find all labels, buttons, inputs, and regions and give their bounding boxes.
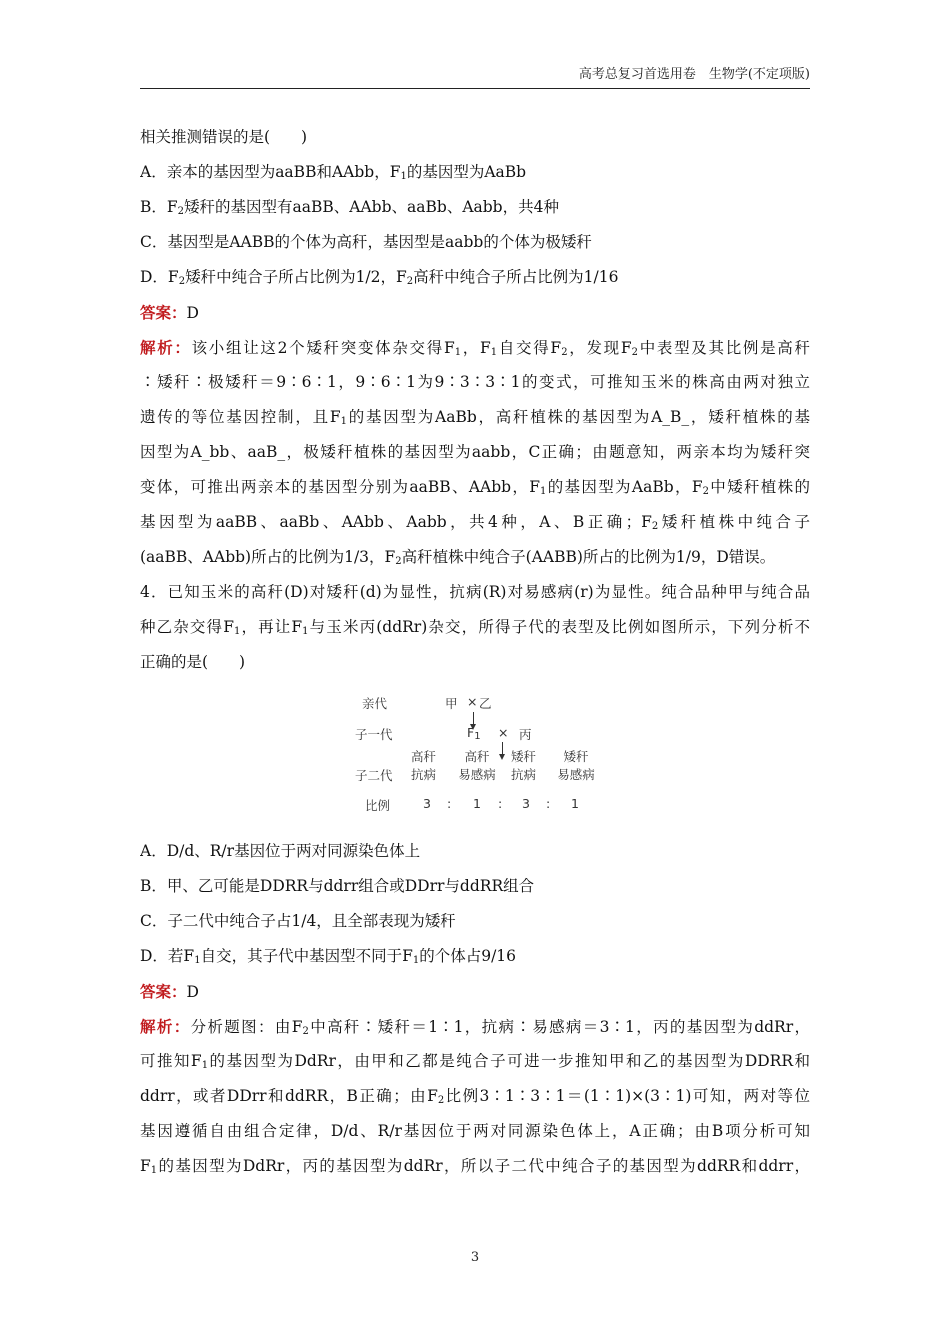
subscript-text: 2: [631, 347, 638, 358]
subscript-text: 1: [454, 347, 462, 358]
text-segment: 分析题图：由F: [190, 1018, 303, 1036]
text-segment: 相关推测错误的是( ): [140, 128, 308, 146]
subscript-text: 2: [406, 276, 414, 287]
text-segment: A．亲本的基因型为aaBB和AAbb，F: [140, 163, 401, 181]
ratio-value: 3: [522, 796, 530, 811]
text-segment: A．D/d、R/r基因位于两对同源染色体上: [140, 842, 421, 860]
q3-option-a: [140, 155, 810, 190]
parent-jia: 甲: [445, 696, 458, 711]
q3-analysis-line: [140, 540, 810, 575]
q3-stem: [140, 120, 810, 155]
cross-symbol: ×: [467, 694, 478, 709]
text-segment: 正确的是( ): [140, 653, 246, 671]
text-segment: ，发现F: [567, 339, 632, 357]
q3-analysis-line: [140, 365, 810, 400]
subscript-text: 1: [540, 486, 547, 497]
q4-stem-line: [140, 610, 810, 645]
genetic-cross-diagram: [140, 686, 810, 826]
q3-analysis-line: [140, 400, 810, 435]
text-segment: 的基因型为AaBb: [406, 163, 527, 181]
q3-analysis-line: [140, 505, 810, 540]
q4-analysis-line: [140, 1044, 810, 1079]
subscript-text: 1: [150, 1165, 158, 1176]
header-title: 高考总复习首选用卷 生物学(不定项版): [578, 67, 810, 82]
page-header: [140, 66, 810, 89]
text-segment: ，再让F: [240, 618, 303, 636]
text-segment: ，F: [461, 339, 491, 357]
phenotype-4: [554, 748, 598, 784]
diagram-text: F: [467, 725, 475, 740]
text-segment: 中高秆∶矮秆＝1∶1，抗病∶易感病＝3∶1，丙的基因型为ddRr，: [308, 1018, 810, 1036]
q4-option-c: [140, 904, 810, 939]
text-segment: B．甲、乙可能是DDRR与ddrr组合或DDrr与ddRR组合: [140, 877, 535, 895]
subscript-text: 1: [194, 955, 201, 966]
text-segment: F: [140, 1157, 151, 1175]
answer-value: D: [186, 983, 199, 1001]
q4-option-d: [140, 939, 810, 974]
diagram-text: 高秆: [464, 749, 490, 764]
arrow-down-icon: [473, 712, 474, 726]
row-label-f2: 子二代: [355, 768, 393, 783]
q4-analysis-line: [140, 1114, 810, 1149]
subscript-text: 1: [302, 626, 309, 637]
subscript-text: 1: [340, 416, 347, 427]
text-segment: 的基因型为DdRr，丙的基因型为ddRr，所以子二代中纯合子的基因型为ddRR和ddrr，: [157, 1157, 810, 1175]
row-label-parent: 亲代: [362, 696, 388, 711]
diagram-text: 易感病: [557, 767, 595, 782]
subscript-text: 1: [412, 955, 420, 966]
q3-analysis-line: [140, 330, 810, 365]
text-segment: D．F: [140, 268, 179, 286]
text-segment: 4．已知玉米的高秆(D)对矮秆(d)为显性，抗病(R)对易感病(r)为显性。纯合品种甲与纯合品: [140, 583, 810, 601]
parent-yi: 乙: [479, 696, 492, 711]
text-segment: C．基因型是AABB的个体为高秆，基因型是aabb的个体为极矮秆: [140, 233, 592, 251]
q3-option-c: [140, 225, 810, 260]
text-segment: 的基因型为DdRr，由甲和乙都是纯合子可进一步推知甲和乙的基因型为DDRR和: [208, 1052, 810, 1070]
subscript-text: 2: [561, 347, 568, 358]
diagram-text: 抗病: [511, 767, 537, 782]
text-segment: 自交得F: [497, 339, 562, 357]
cross-symbol: ×: [498, 725, 509, 740]
text-segment: 中表型及其比例是高秆: [638, 339, 810, 357]
q4-analysis-line: [140, 1149, 810, 1184]
text-segment: ddrr，或者DDrr和ddRR，B正确；由F: [140, 1087, 438, 1105]
text-segment: 自交，其子代中基因型不同于F: [200, 947, 413, 965]
text-segment: 中矮秆植株的: [708, 478, 810, 496]
subscript-text: 1: [490, 347, 498, 358]
phenotype-1: [411, 748, 436, 784]
arrow-down-icon: [502, 742, 503, 756]
answer-label: 答案：: [140, 303, 187, 322]
text-segment: 的基因型为AaBb，F: [546, 478, 703, 496]
analysis-label: 解析：: [140, 1017, 191, 1036]
ratio-colon: :: [546, 796, 551, 811]
q3-option-d: [140, 260, 810, 295]
q4-stem-line: [140, 645, 810, 680]
text-segment: 遗传的等位基因控制，且F: [140, 408, 341, 426]
q3-option-b: [140, 190, 810, 225]
q4-option-a: [140, 834, 810, 869]
q4-answer: [140, 974, 810, 1009]
text-segment: 与玉米丙(ddRr)杂交，所得子代的表型及比例如图所示，下列分析不: [308, 618, 810, 636]
analysis-label: 解析：: [140, 338, 192, 357]
q3-answer: [140, 295, 810, 330]
q4-stem-line: [140, 575, 810, 610]
text-segment: C．子二代中纯合子占1/4，且全部表现为矮秆: [140, 912, 456, 930]
q4-option-b: [140, 869, 810, 904]
row-label-ratio: 比例: [365, 798, 391, 813]
page-content: [140, 120, 810, 1184]
subscript-text: 2: [395, 556, 402, 567]
text-segment: 的基因型为AaBb，高秆植株的基因型为A_B_，矮秆植株的基: [346, 408, 810, 426]
q4-analysis-line: [140, 1079, 810, 1114]
text-segment: 该小组让这2个矮秆突变体杂交得F: [191, 339, 455, 357]
text-segment: 变体，可推出两亲本的基因型分别为aaBB、AAbb，F: [140, 478, 540, 496]
subscript-text: 2: [177, 206, 185, 217]
text-segment: ∶矮秆∶极矮秆＝9∶6∶1，9∶6∶1为9∶3∶3∶1的变式，可推知玉米的株高由两对独立: [140, 373, 810, 391]
subscript-text: 2: [651, 521, 659, 532]
text-segment: 基因型为aaBB、aaBb、AAbb、Aabb，共4种，A、B正确；F: [140, 513, 652, 531]
text-segment: (aaBB、AAbb)所占的比例为1/3，F: [140, 548, 396, 566]
answer-label: 答案：: [140, 982, 187, 1001]
text-segment: B．F: [140, 198, 178, 216]
diagram-text: 矮秆: [563, 749, 589, 764]
text-segment: 比例3∶1∶3∶1＝(1∶1)×(3∶1)可知，两对等位: [444, 1087, 810, 1105]
subscript-text: 2: [178, 276, 186, 287]
text-segment: 基因遵循自由组合定律，D/d、R/r基因位于两对同源染色体上，A正确；由B项分析可知: [140, 1122, 810, 1140]
ratio-value: 1: [473, 796, 481, 811]
ratio-value: 3: [423, 796, 431, 811]
ratio-colon: :: [498, 796, 503, 811]
subscript-text: 1: [400, 171, 407, 182]
subscript-text: 1: [201, 1060, 209, 1071]
phenotype-2: [455, 748, 499, 784]
ratio-value: 1: [571, 796, 579, 811]
subscript-text: 2: [302, 1026, 309, 1037]
text-segment: 矮秆中纯合子所占比例为1/2，F: [185, 268, 407, 286]
subscript-text: 2: [437, 1095, 445, 1106]
text-segment: 矮秆植株中纯合子: [658, 513, 810, 531]
phenotype-3: [511, 748, 536, 784]
parent-bing: 丙: [519, 727, 532, 742]
text-segment: 高秆植株中纯合子(AABB)所占的比例为1/9，D错误。: [401, 548, 776, 566]
text-segment: 高秆中纯合子所占比例为1/16: [413, 268, 619, 286]
text-segment: 种乙杂交得F: [140, 618, 234, 636]
f1-label: [467, 725, 481, 740]
page-number: 3: [470, 1250, 480, 1265]
diagram-text: 易感病: [458, 767, 496, 782]
q3-analysis-line: [140, 435, 810, 470]
subscript-text: 2: [702, 486, 709, 497]
text-segment: 的个体占9/16: [419, 947, 517, 965]
diagram-text: 矮秆: [511, 749, 537, 764]
diagram-text: 高秆: [411, 749, 437, 764]
text-segment: D．若F: [140, 947, 195, 965]
diagram-text: 1: [474, 731, 481, 742]
q4-analysis-line: [140, 1009, 810, 1044]
text-segment: 可推知F: [140, 1052, 202, 1070]
ratio-colon: :: [447, 796, 452, 811]
text-segment: 因型为A_bb、aaB_，极矮秆植株的基因型为aabb，C正确；由题意知，两亲本均为矮秆突: [140, 443, 810, 461]
text-segment: 矮秆的基因型有aaBB、AAbb、aaBb、Aabb，共4种: [184, 198, 559, 216]
diagram-text: 抗病: [411, 767, 437, 782]
answer-value: D: [186, 304, 199, 322]
row-label-f1: 子一代: [355, 727, 393, 742]
subscript-text: 1: [233, 626, 241, 637]
q3-analysis-line: [140, 470, 810, 505]
